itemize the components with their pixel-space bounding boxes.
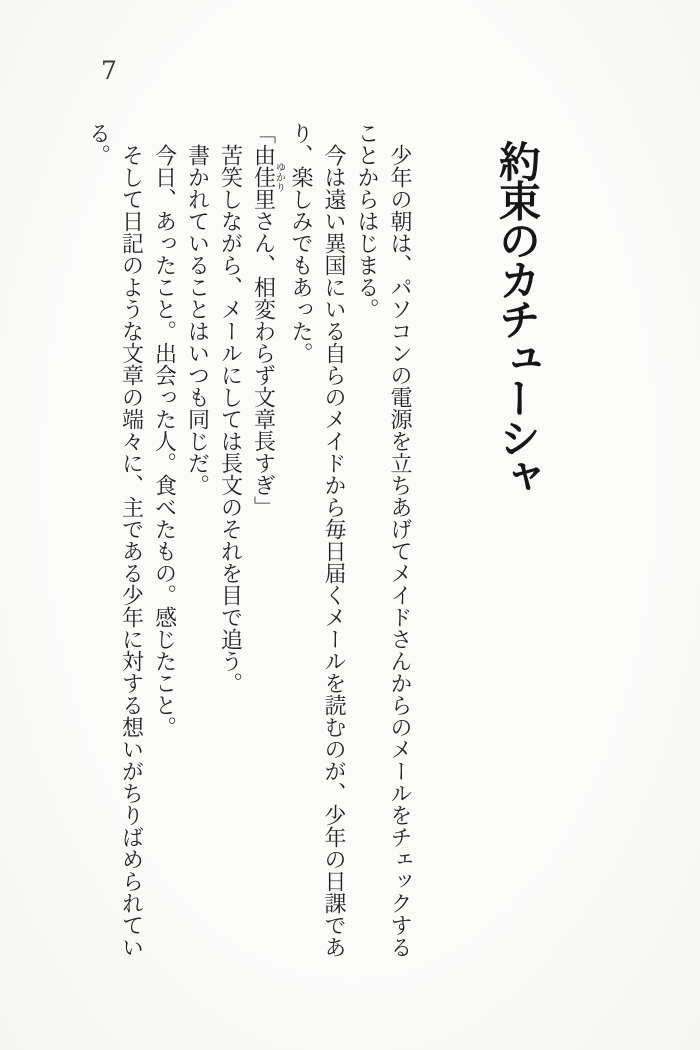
paragraph: 今は遠い異国にいる自らのメイドから毎日届くメールを読むのが、少年の日課であり、楽しみでもあった。: [288, 122, 346, 958]
page-number: 7: [101, 56, 117, 85]
paragraph: 今日、あったこと。出会った人。食べたもの。感じたこと。: [151, 122, 177, 738]
paragraph: 苦笑しながら、メールにしては長文のそれを目で追う。: [217, 122, 243, 694]
paragraph: 少年の朝は、パソコンの電源を立ちあげてメイドさんからのメールをチェックすることからはじまる。: [354, 122, 412, 958]
paragraph: 書かれていることはいつも同じだ。: [184, 122, 210, 496]
chapter-title: 約束のカチューシャ: [493, 140, 542, 496]
paragraph: 「由佳里ゆかりさん、相変わらず文章長すぎ」: [250, 122, 285, 518]
ruby-annotation: 由佳里ゆかり: [250, 144, 285, 210]
body-text: [82, 122, 417, 962]
paragraph: そして日記のような文章の端々に、主である少年に対する想いがちりばめられている。: [85, 122, 144, 958]
